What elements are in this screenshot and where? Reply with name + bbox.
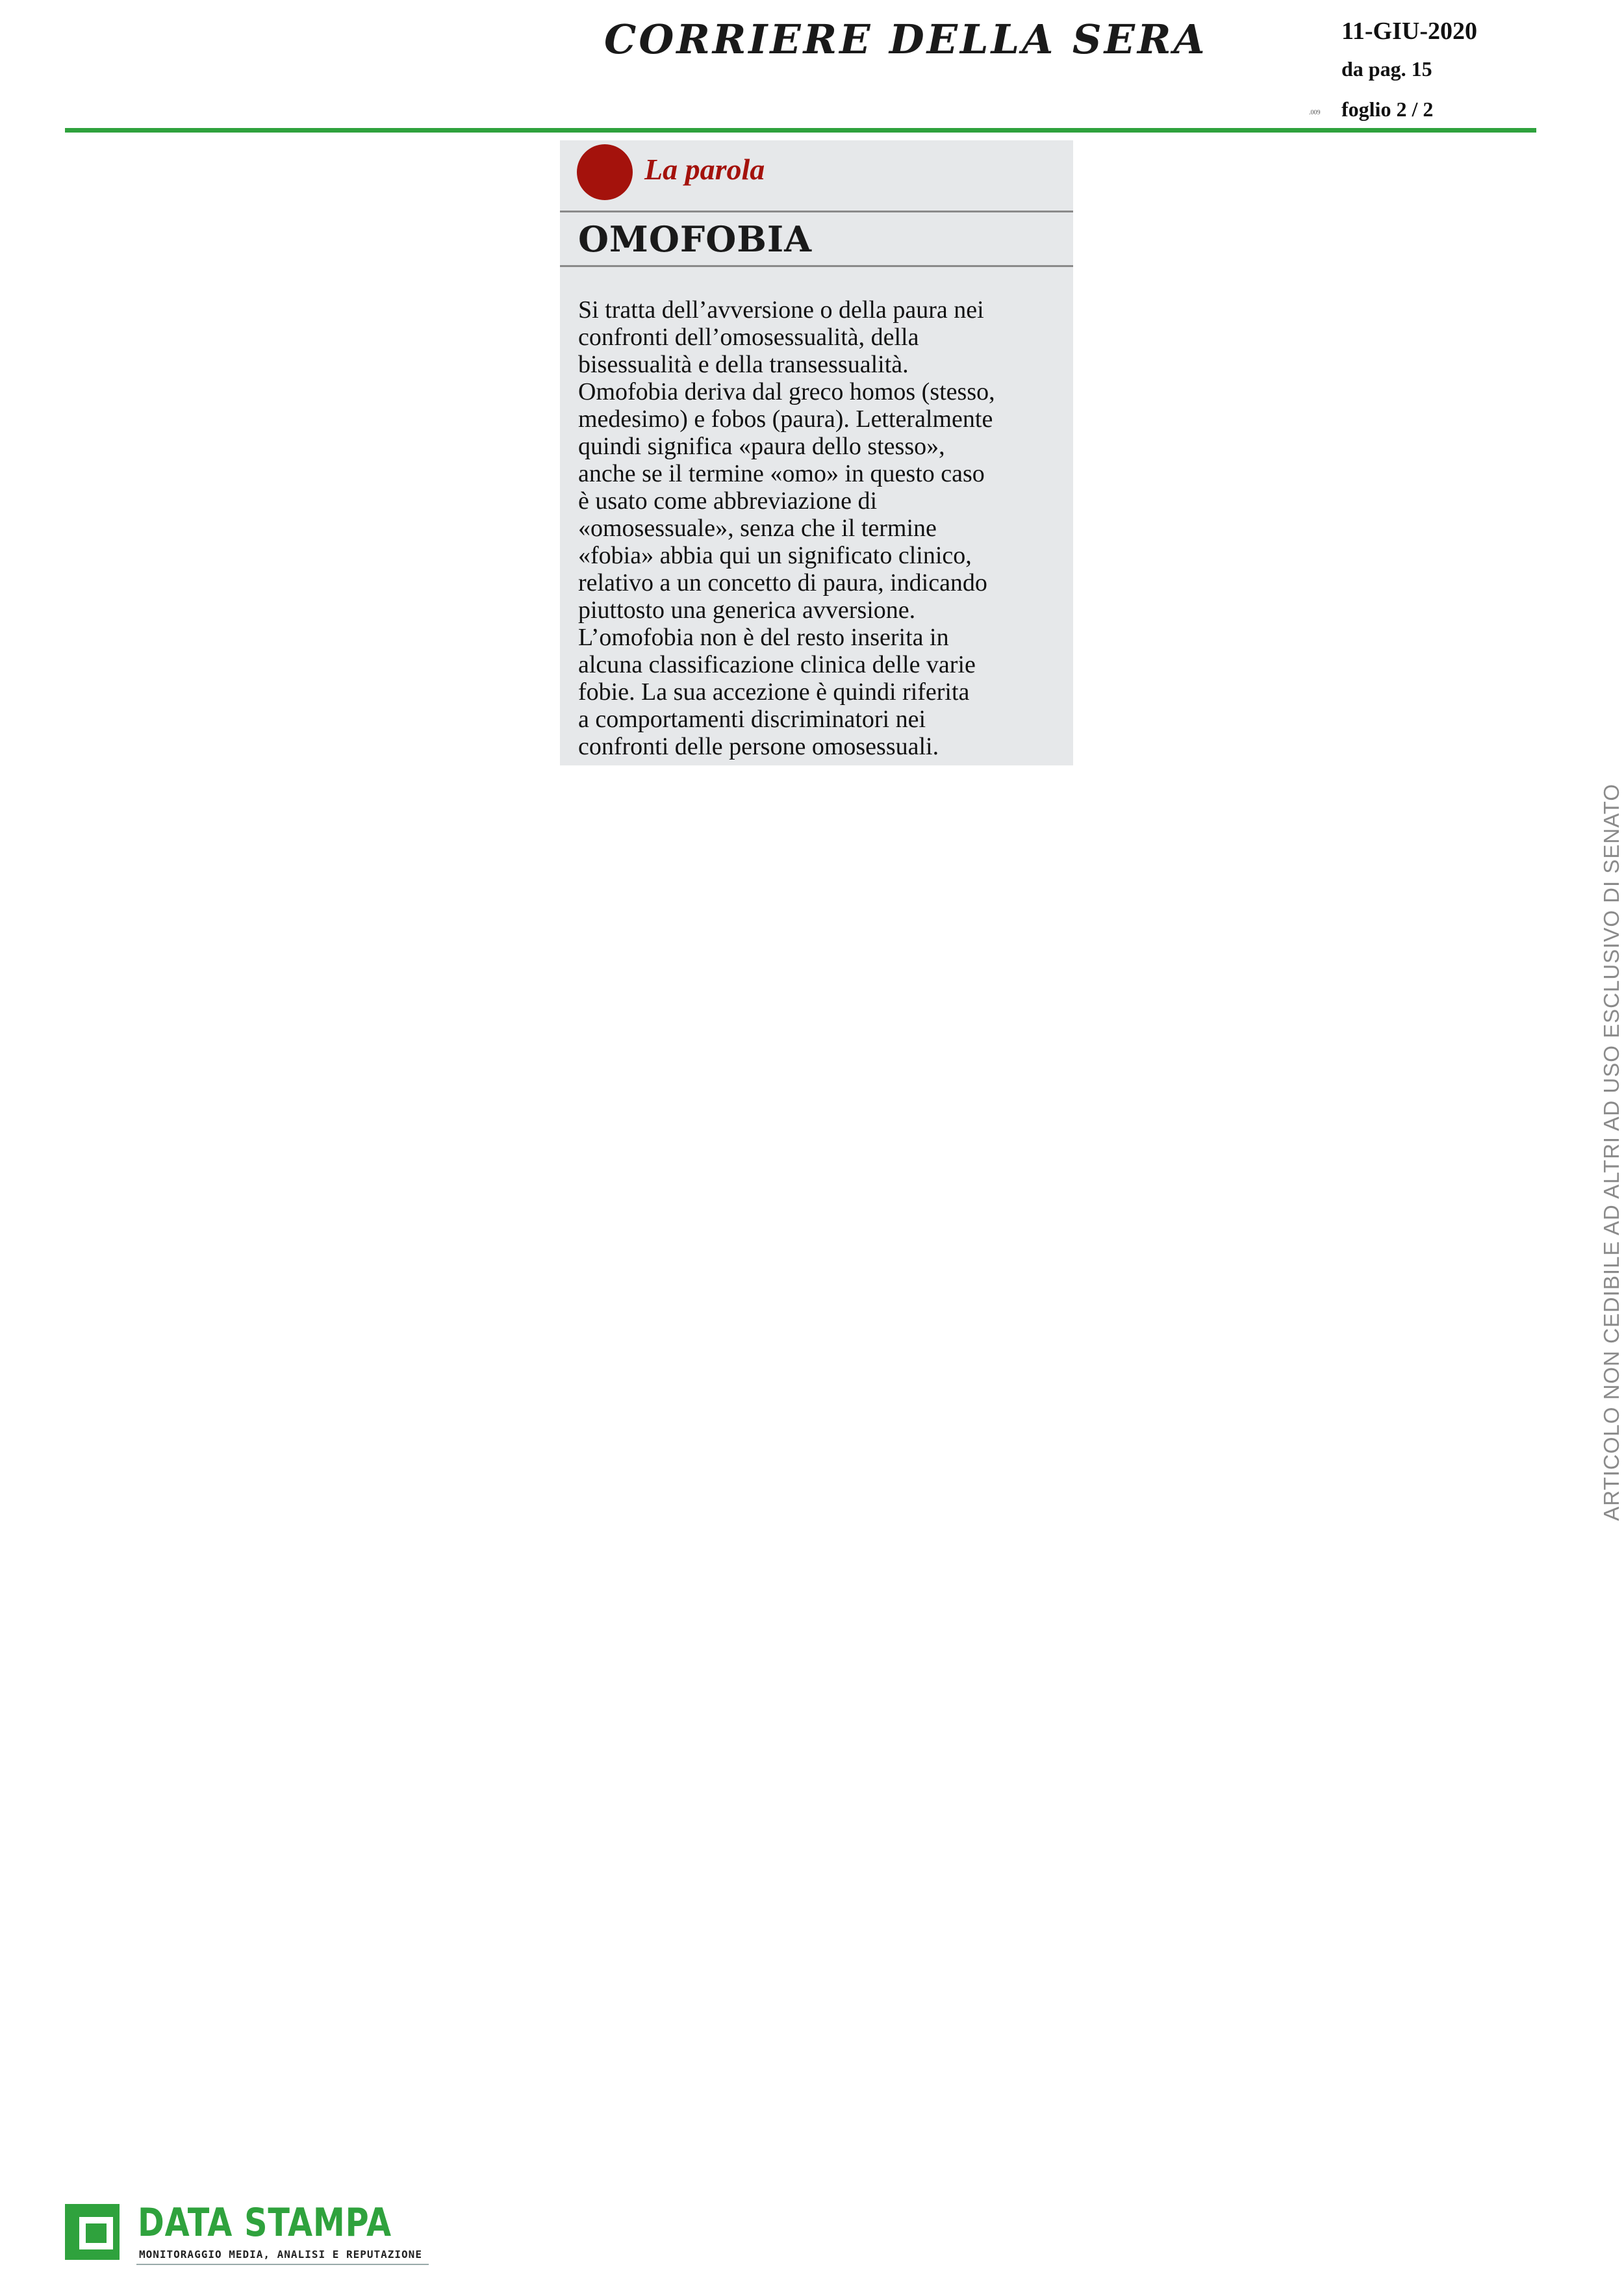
logo-underline [136,2264,429,2265]
article-line: L’omofobia non è del resto inserita in [578,624,949,651]
copyright-notice: ARTICOLO NON CEDIBILE AD ALTRI AD USO ESCLUSIVO DI SENATO [1599,784,1623,1521]
article-line: a comportamenti discriminatori nei [578,706,926,733]
article-line: «omosessuale», senza che il termine [578,515,937,542]
article-line: medesimo) e fobos (paura). Letteralmente [578,405,993,433]
article-line: confronti dell’omosessualità, della [578,324,919,351]
data-stampa-mark-icon [65,2204,120,2260]
logo-brand-name: DATA STAMPA [138,2200,392,2246]
article-line: «fobia» abbia qui un significato clinico, [578,542,972,569]
article-body [578,296,1059,760]
newspaper-masthead: CORRIERE DELLA SERA [604,16,1208,63]
article-line: relativo a un concetto di paura, indicando [578,569,987,596]
article-line: alcuna classificazione clinica delle varie [578,651,976,678]
header-divider [65,128,1536,133]
publication-date: 11-GIU-2020 [1341,18,1477,45]
article-line: confronti delle persone omosessuali. [578,733,939,760]
article-headword: OMOFOBIA [578,218,813,260]
article-line: anche se il termine «omo» in questo caso [578,460,985,487]
data-stampa-logo [65,2200,429,2269]
divider-bottom [560,265,1073,267]
red-dot-icon [577,144,633,200]
article-line: è usato come abbreviazione di [578,487,878,515]
article-box [560,140,1073,765]
article-line: bisessualità e della transessualità. [578,351,909,378]
page-reference: da pag. 15 [1341,57,1432,81]
article-line: Omofobia deriva dal greco homos (stesso, [578,378,995,405]
article-line: piuttosto una generica avversione. [578,596,916,624]
article-line: quindi significa «paura dello stesso», [578,433,945,460]
document-code: .009 [1309,109,1321,116]
logo-tagline: MONITORAGGIO MEDIA, ANALISI E REPUTAZIONE [139,2248,422,2261]
article-line: fobie. La sua accezione è quindi riferita [578,678,970,706]
divider-top [560,211,1073,212]
rubric-label: La parola [644,153,765,186]
article-line: Si tratta dell’avversione o della paura nei [578,296,984,324]
sheet-number: foglio 2 / 2 [1341,97,1434,121]
